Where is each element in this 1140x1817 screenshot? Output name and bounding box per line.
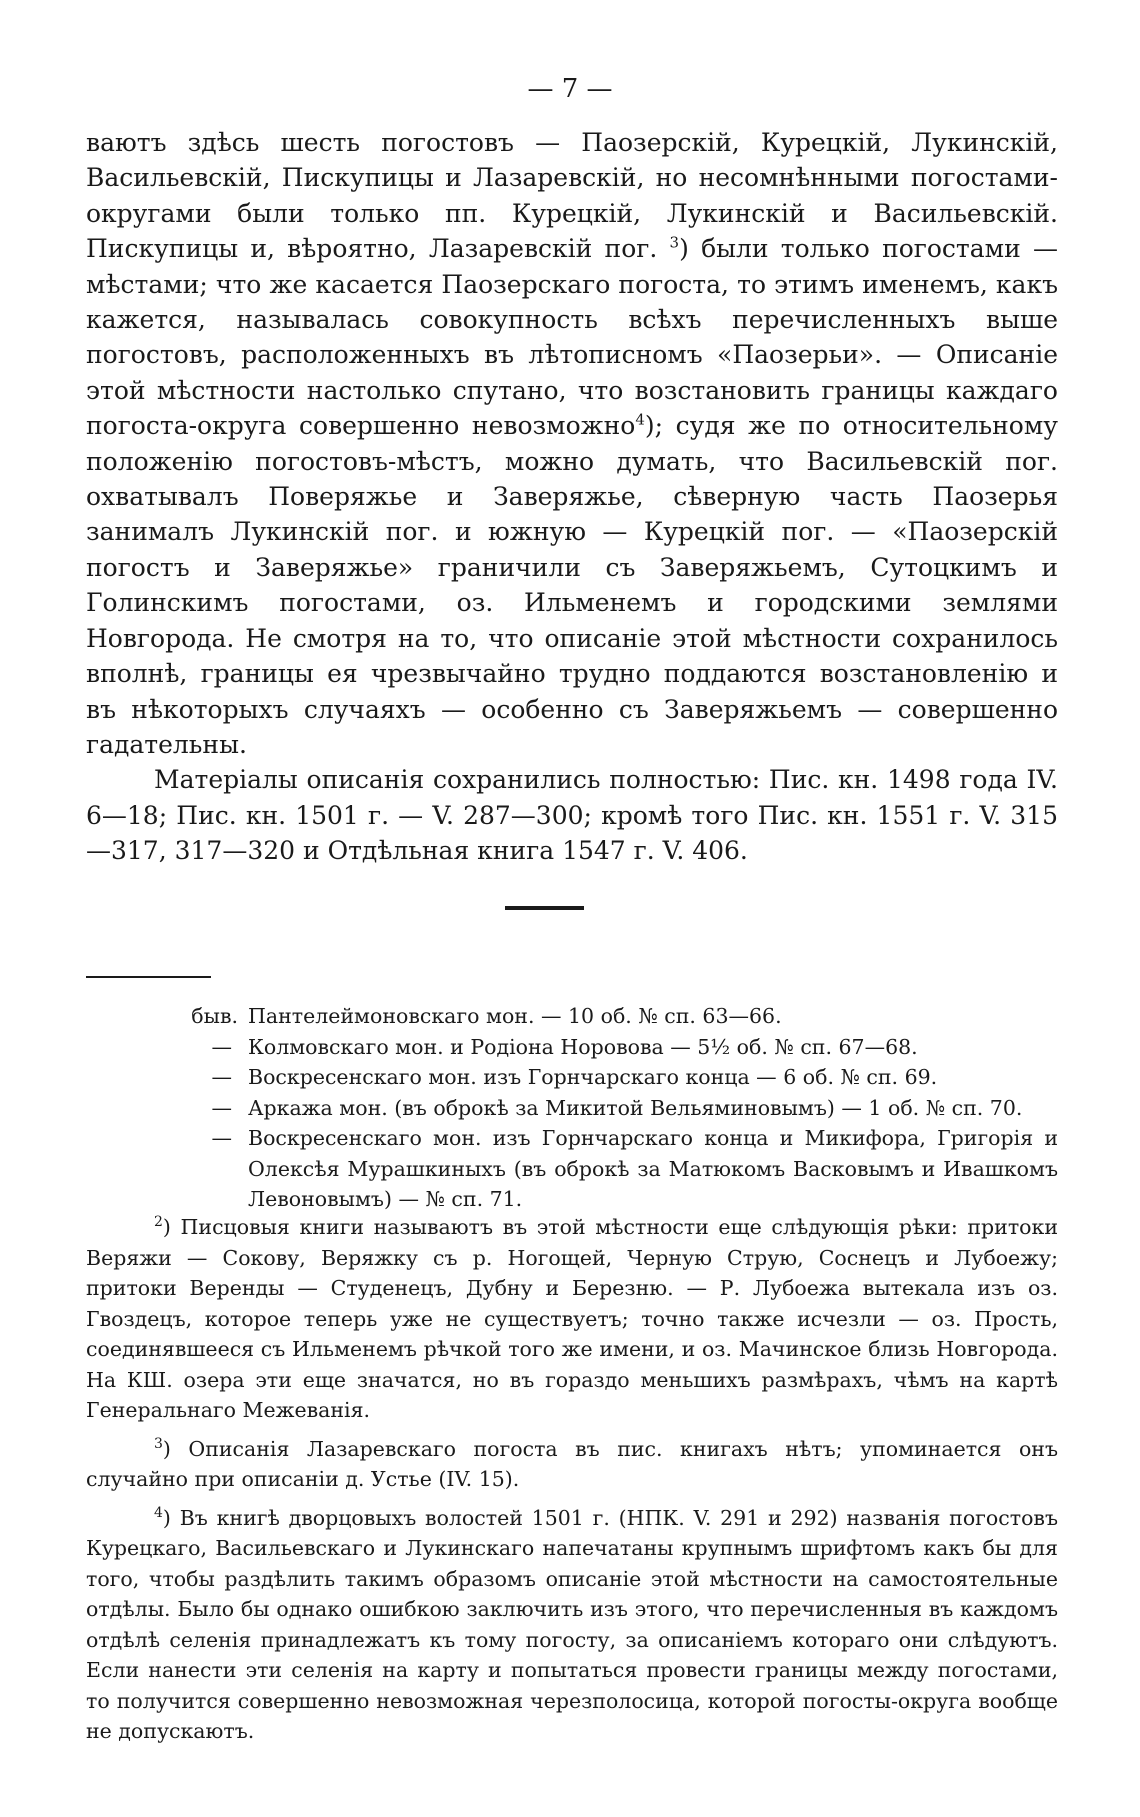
footnotes (86, 1212, 1058, 1755)
footnote-2 (86, 1212, 1058, 1426)
main-paragraph-1-part-a: ваютъ здѣсь шесть погостовъ — Паозерскій, Курецкій, Лукинскій, Васильевскій, Пискупицы и Лазаревскій, но несомнѣнными погостами-округами были только пп. Курецкій, Лукинскій и Васильевскій. Пискупицы и, вѣроятно, Лазаревскій пог. (86, 128, 1058, 264)
list-item-text: Воскресенскаго мон. изъ Горнчарскаго конца и Микифора, Григорія и Олексѣя Мурашкиныхъ (въ оброкѣ за Матюкомъ Васковымъ и Ивашкомъ Левоновымъ) — № сп. 71. (248, 1126, 1058, 1211)
main-paragraph-1-part-c: ); судя же по относительному положенію погостовъ-мѣстъ, можно думать, что Васильевскій пог. охватывалъ Поверяжье и Заверяжье, сѣверную часть Паозерья занималъ Лукинскій пог. и южную — Курецкій пог. — «Паозерскій погостъ и Заверяжье» граничили съ Заверяжьемъ, Сутоцкимъ и Голинскимъ погостами, оз. Ильменемъ и городскими землями Новгорода. Не смотря на то, что описаніе этой мѣстности сохранилось вполнѣ, границы ея чрезвычайно трудно поддаются возстановленію и въ нѣкоторыхъ случаяхъ — особенно съ Заверяжьемъ — совершенно гадательны. (86, 411, 1058, 759)
list-item-lead: — (211, 1034, 232, 1059)
footnote-text: ) Описанія Лазаревскаго погоста въ пис. книгахъ нѣтъ; упоминается онъ случайно при описаніи д. Устье (IV. 15). (86, 1436, 1058, 1491)
list-item-lead: — (211, 1065, 232, 1089)
footnote-continuation-list (86, 1001, 1058, 1215)
list-item-text: Колмовскаго мон. и Родіона Норовова — 5½ об. № сп. 67—68. (248, 1034, 918, 1059)
list-item (86, 1001, 1058, 1032)
list-item-text: Пантелеймоновскаго мон. — 10 об. № сп. 63—66. (248, 1004, 782, 1028)
footnote-text: ) Писцовыя книги называютъ въ этой мѣстности еще слѣдующія рѣки: притоки Веряжи — Сокову, Веряжку съ р. Ногощей, Черную Струю, Соснецъ и Лубоежу; притоки Веренды — Студенецъ, Дубну и Березню. — Р. Лубоежа вытекала изъ оз. Гвоздецъ, которое теперь уже не существуетъ; точно также исчезли — оз. Прость, соединявшееся съ Ильменемъ рѣчкой того же имени, и оз. Мачинское близь Новгорода. На КШ. озера эти еще значатся, но въ гораздо меньшихъ размѣрахъ, чѣмъ на картѣ Генеральнаго Межеванія. (86, 1215, 1058, 1422)
footnote-number: 4 (154, 1504, 163, 1521)
list-item-text: Воскресенскаго мон. изъ Горнчарскаго конца — 6 об. № сп. 69. (248, 1065, 938, 1089)
page-number: — 7 — (527, 74, 613, 104)
footnote-ref-4: 4 (635, 410, 645, 429)
main-text (86, 125, 1058, 869)
main-paragraph-1-part-b: ) были только погостами — мѣстами; что же касается Паозерскаго погоста, то этимъ именемъ, какъ кажется, называлась совокупность всѣхъ перечисленныхъ выше погостовъ, расположенныхъ въ лѣтописномъ «Паозерьи». — Описаніе этой мѣстности настолько спутано, что возстановить границы каждаго погоста-округа совершенно невозможно (86, 234, 1059, 441)
footnote-ref-3: 3 (669, 233, 680, 252)
section-divider (505, 906, 584, 910)
footnote-number: 2 (154, 1214, 163, 1231)
list-item (86, 1032, 1058, 1063)
footnote-divider (86, 976, 211, 978)
main-paragraph-1 (86, 125, 1058, 762)
list-item (86, 1093, 1058, 1124)
list-item (86, 1123, 1058, 1215)
list-item-text: Аркажа мон. (въ оброкѣ за Микитой Вельяминовымъ) — 1 об. № сп. 70. (248, 1095, 1023, 1120)
main-paragraph-2: Матеріалы описанія сохранились полностью: Пис. кн. 1498 года IV. 6—18; Пис. кн. 1501 г. — V. 287—300; кромѣ того Пис. кн. 1551 г. V. 315—317, 317—320 и Отдѣльная книга 1547 г. V. 406. (86, 765, 1058, 866)
list-item-lead: быв. (191, 1004, 238, 1028)
list-item-lead: — (211, 1126, 232, 1150)
list-item-lead: — (211, 1095, 232, 1120)
footnote-text: ) Въ книгѣ дворцовыхъ волостей 1501 г. (НПК. V. 291 и 292) названія погостовъ Курецкаго, Васильевскаго и Лукинскаго напечатаны крупнымъ шрифтомъ какъ бы для того, чтобы раздѣлить такимъ образомъ описаніе этой мѣстности на самостоятельные отдѣлы. Было бы однако ошибкою заключить изъ этого, что перечисленныя въ каждомъ отдѣлѣ селенія принадлежатъ къ тому погосту, за описаніемъ котораго они слѣдуютъ. Если нанести эти селенія на карту и попытаться провести границы между погостами, то получится совершенно невозможная черезполосица, которой погосты-округа вообще не допускаютъ. (86, 1505, 1058, 1743)
footnote-4 (86, 1503, 1058, 1747)
list-item (86, 1062, 1058, 1093)
footnote-number: 3 (154, 1435, 163, 1452)
footnote-3 (86, 1434, 1058, 1495)
